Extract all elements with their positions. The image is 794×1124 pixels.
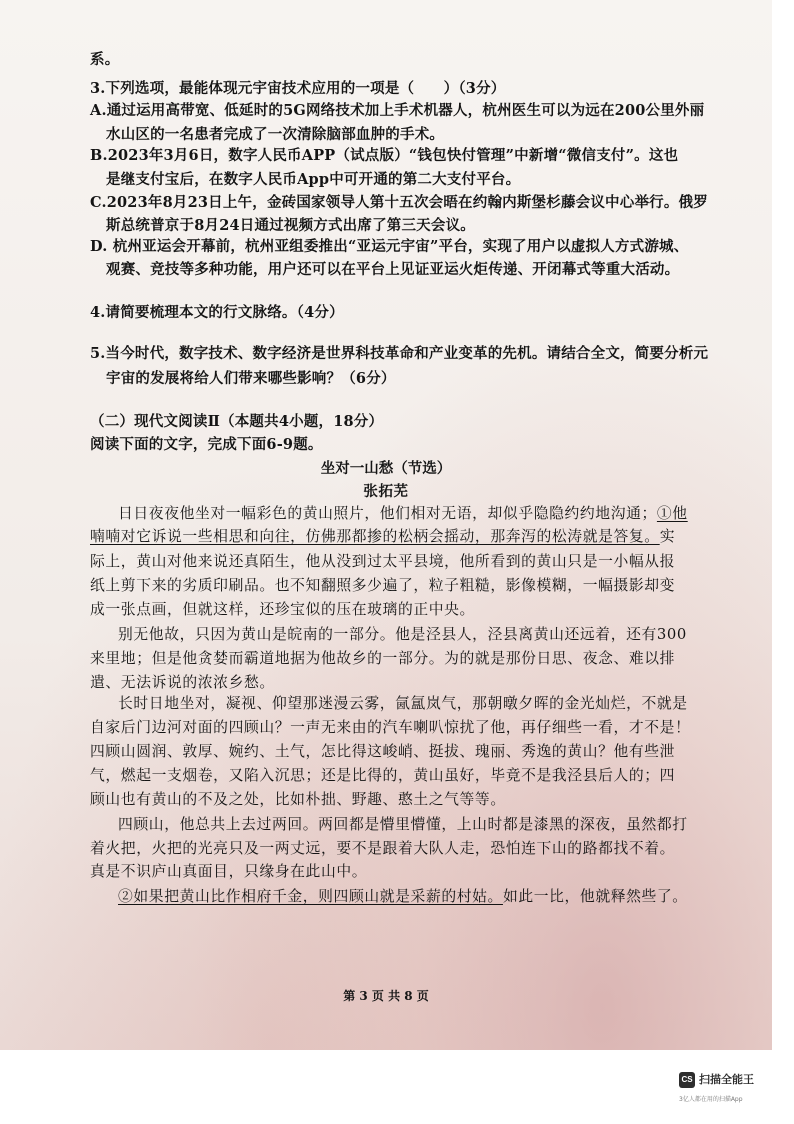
section-heading: （二）现代文阅读Ⅱ（本题共4小题，18分） <box>90 413 384 430</box>
passage-p4-line1: 四顾山，他总共上去过两回。两回都是懵里懵懂，上山时都是漆黑的深夜，虽然都打 <box>118 816 688 833</box>
passage-p2-line3: 遣、无法诉说的浓浓乡愁。 <box>90 674 275 691</box>
q3-option-c-line1: C.2023年8月23日上午，金砖国家领导人第十五次会晤在约翰内斯堡杉藤会议中心举行。俄罗 <box>90 194 708 211</box>
p1-l2-tail: 实 <box>659 528 676 545</box>
passage-p1-line5: 成一张点画，但就这样，还珍宝似的压在玻璃的正中央。 <box>90 601 475 618</box>
passage-p2-line2: 来里地；但是他贪婪而霸道地据为他故乡的一部分。为的就是那份日思、夜念、难以排 <box>90 650 676 667</box>
passage-p4-line2: 着火把，火把的光亮只及一两丈远，要不是跟着大队人走，恐怕连下山的路都找不着。 <box>90 840 676 857</box>
camscanner-brand: 扫描全能王 <box>699 1073 754 1086</box>
q5-line1: 5.当今时代，数字技术、数字经济是世界科技革命和产业变革的先机。请结合全文，简要分析元 <box>90 345 709 362</box>
passage-p1-line1 <box>118 504 688 524</box>
q3-option-a-line1: A.通过运用高带宽、低延时的5G网络技术加上手术机器人，杭州医生可以为远在200公里外丽 <box>90 102 705 119</box>
passage-p3-line1: 长时日地坐对，凝视、仰望那迷漫云雾，氤氲岚气，那朝暾夕晖的金光灿烂，不就是 <box>118 695 688 712</box>
q3-option-a-line2: 水山区的一名患者完成了一次清除脑部血肿的手术。 <box>106 126 445 143</box>
passage-p3-line3: 四顾山圆润、敦厚、婉约、土气，怎比得这峻峭、挺拔、瑰丽、秀逸的黄山？他有些泄 <box>90 743 676 760</box>
p1-l1-text: 日日夜夜他坐对一幅彩色的黄山照片，他们相对无语，却似乎隐隐约约地沟通； <box>118 505 657 522</box>
passage-p3-line2: 自家后门边河对面的四顾山？一声无来由的汽车喇叭惊扰了他，再仔细些一看，才不是！ <box>90 719 691 736</box>
passage-p4-line3: 真是不识庐山真面目，只缘身在此山中。 <box>90 863 368 880</box>
q3-option-d-line1: D. 杭州亚运会开幕前，杭州亚组委推出“亚运元宇宙”平台，实现了用户以虚拟人方式游城、 <box>90 238 689 255</box>
passage-p2-line1: 别无他故，只因为黄山是皖南的一部分。他是泾县人，泾县离黄山还远着，还有300 <box>118 626 687 643</box>
passage-p3-line5: 顾山也有黄山的不及之处，比如朴拙、野趣、憨土之气等等。 <box>90 791 506 808</box>
q4-question: 4.请简要梳理本文的行文脉络。（4分） <box>90 304 344 321</box>
q3-stem: 3.下列选项，最能体现元宇宙技术应用的一项是（ ）（3分） <box>90 80 506 97</box>
passage-title: 坐对一山愁（节选） <box>320 460 452 477</box>
camscanner-logo: CS <box>679 1072 695 1088</box>
q3-top-fragment: 系。 <box>90 51 120 68</box>
q3-option-d-line2: 观赛、竞技等多种功能，用户还可以在平台上见证亚运火炬传递、开闭幕式等重大活动。 <box>106 261 680 278</box>
passage-p1-line4: 纸上剪下来的劣质印刷品。也不知翻照多少遍了，粒子粗糙，影像模糊，一幅摄影却变 <box>90 577 676 594</box>
camscanner-tagline: 3亿人都在用的扫描App <box>679 1096 743 1103</box>
annotation-1-start: ①他 <box>656 505 688 522</box>
passage-p1-line2 <box>90 527 675 547</box>
annotation-1-text: 喃喃对它诉说一些相思和向往，仿佛那都掺的松柄会摇动，那奔泻的松涛就是答复。 <box>90 528 660 545</box>
q3-option-c-line2: 斯总统普京于8月24日通过视频方式出席了第三天会议。 <box>106 217 475 234</box>
page-number: 第 3 页 共 8 页 <box>343 989 429 1003</box>
annotation-2-text: ②如果把黄山比作相府千金，则四顾山就是采薪的村姑。 <box>118 888 503 905</box>
passage-author: 张拓芜 <box>363 483 409 500</box>
q5-line2: 宇宙的发展将给人们带来哪些影响？（6分） <box>106 370 396 387</box>
q3-option-b-line2: 是继支付宝后，在数字人民币App中可开通的第二大支付平台。 <box>106 171 521 188</box>
p5-l1-tail: 如此一比，他就释然些了。 <box>502 888 688 905</box>
section-instruction: 阅读下面的文字，完成下面6-9题。 <box>90 436 323 453</box>
passage-p5-line1 <box>118 887 688 907</box>
q3-option-b-line1: B.2023年3月6日，数字人民币APP（试点版）“钱包快付管理”中新增“微信支付”。这也 <box>90 147 679 164</box>
passage-p3-line4: 气，燃起一支烟卷，又陷入沉思；还是比得的，黄山虽好，毕竟不是我泾县后人的；四 <box>90 767 676 784</box>
passage-p1-line3: 际上，黄山对他来说还真陌生，他从没到过太平县境，他所看到的黄山只是一小幅从报 <box>90 553 676 570</box>
